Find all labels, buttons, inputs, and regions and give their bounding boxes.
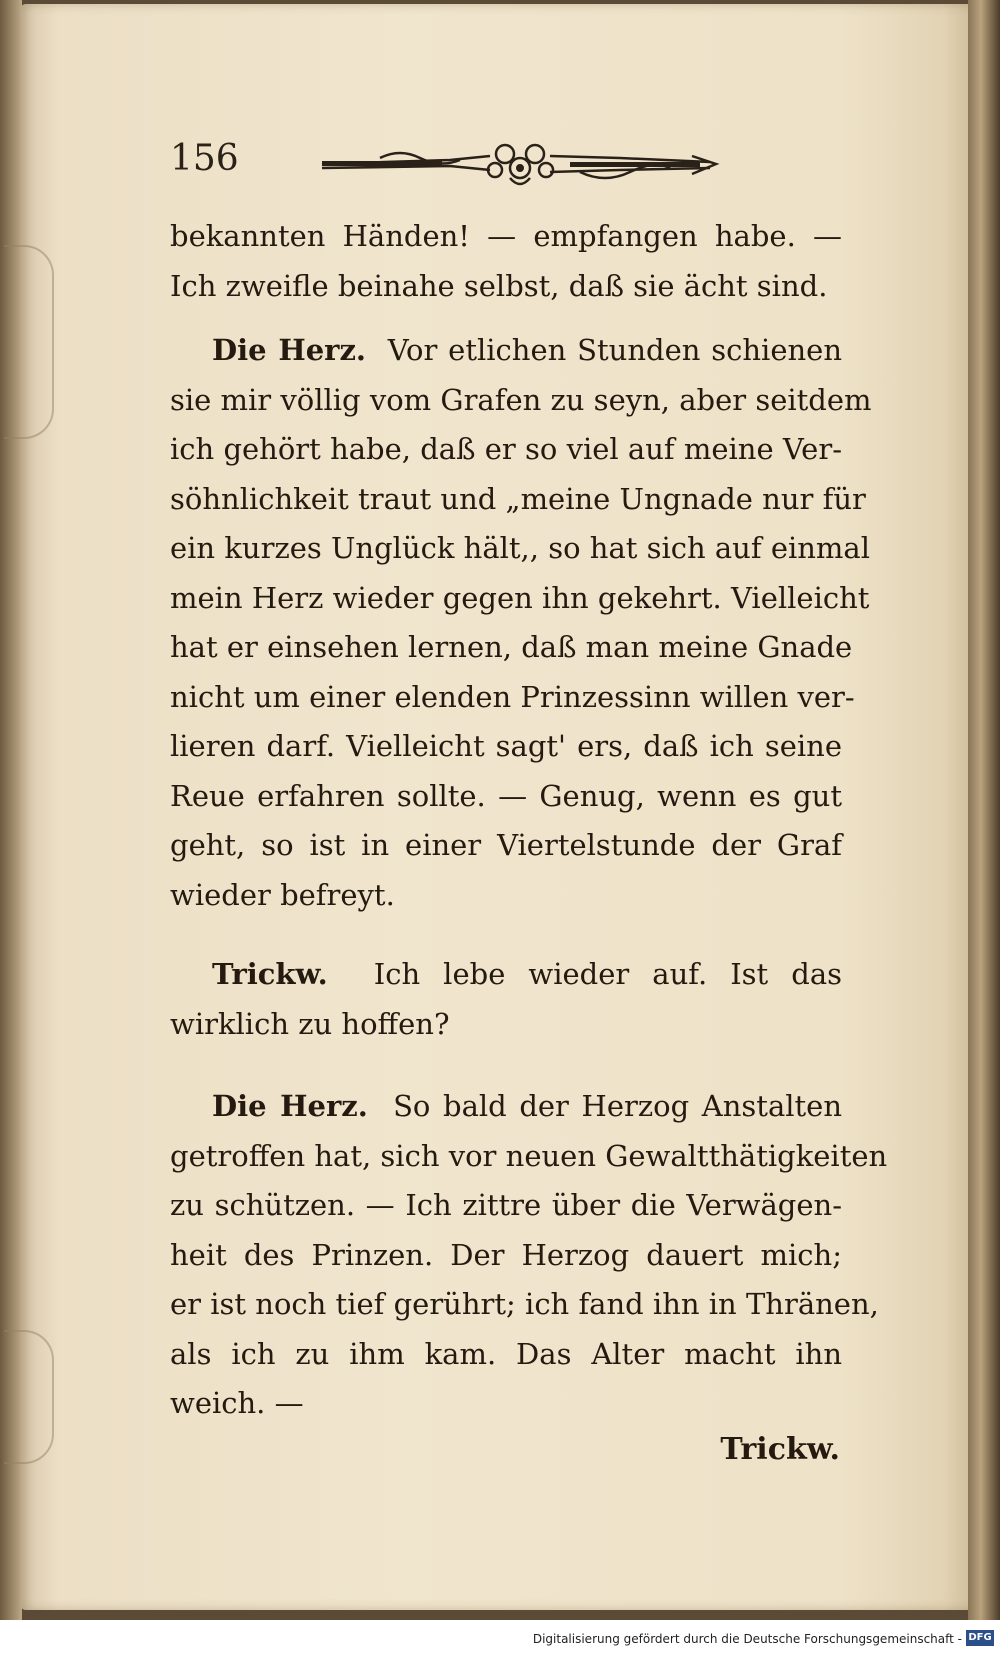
text-line: geht, so ist in einer Viertelstunde der Graf — [170, 828, 842, 862]
text-line: Vor etlichen Stunden schienen — [387, 333, 843, 367]
catchword: Trickw. — [720, 1432, 840, 1467]
text-line: ein kurzes Unglück hält,, so hat sich auf einmal — [170, 531, 870, 565]
text-line: söhnlichkeit traut und „meine Ungnade nur für — [170, 481, 866, 516]
text-line: wieder befreyt. — [170, 877, 395, 912]
speaker-name: Trickw. — [212, 957, 328, 991]
speech-paragraph — [170, 326, 872, 920]
text-line: Ich lebe wieder auf. Ist das — [373, 957, 842, 991]
book-right-edge — [968, 0, 1000, 1620]
text-line: hat er einsehen lernen, daß man meine Gnade — [170, 630, 853, 664]
footer-credit: Digitalisierung gefördert durch die Deutsche Forschungsgemeinschaft - — [532, 1632, 962, 1646]
text-line: er ist noch tief gerührt; ich fand ihn in Thränen, — [170, 1287, 879, 1321]
page-header — [170, 130, 730, 200]
text-line: ich gehört habe, daß er so viel auf meine Ver- — [170, 432, 842, 466]
text-line: weich. — — [170, 1386, 304, 1420]
speech-paragraph — [170, 950, 842, 1049]
text-line: sie mir völlig vom Grafen zu seyn, aber seitdem — [170, 382, 872, 417]
text-line: als ich zu ihm kam. Das Alter macht ihn — [170, 1336, 842, 1371]
page-tab-mark — [4, 245, 54, 439]
speaker-name: Die Herz. — [212, 333, 367, 367]
text-line: heit des Prinzen. Der Herzog dauert mich; — [170, 1237, 842, 1272]
dfg-logo-icon: DFG — [966, 1630, 994, 1646]
text-line: zu schützen. — Ich zittre über die Verwägen- — [170, 1188, 842, 1222]
speech-paragraph — [170, 1082, 888, 1429]
text-line: getroffen hat, sich vor neuen Gewaltthätigkeiten — [170, 1138, 888, 1173]
paragraph-continuation — [170, 212, 842, 311]
text-line: Reue erfahren sollte. — Genug, wenn es gut — [170, 778, 842, 813]
text-line: Ich zweifle beinahe selbst, daß sie ächt sind. — [170, 268, 828, 303]
text-line: So bald der Herzog Anstalten — [393, 1089, 842, 1123]
speaker-name: Die Herz. — [212, 1089, 368, 1123]
page-number: 156 — [170, 138, 239, 179]
text-line: lieren darf. Vielleicht sagt' ers, daß ich seine — [170, 729, 842, 763]
text-line: bekannten Händen! — empfangen habe. — — [170, 219, 842, 253]
text-line: mein Herz wieder gegen ihn gekehrt. Vielleicht — [170, 580, 870, 615]
flourish-ornament-icon — [320, 138, 720, 190]
text-line: wirklich zu hoffen? — [170, 1006, 450, 1041]
text-line: nicht um einer elenden Prinzessinn willen ver- — [170, 679, 855, 714]
page-tab-mark — [4, 1330, 54, 1464]
digitization-footer — [0, 1624, 1000, 1661]
